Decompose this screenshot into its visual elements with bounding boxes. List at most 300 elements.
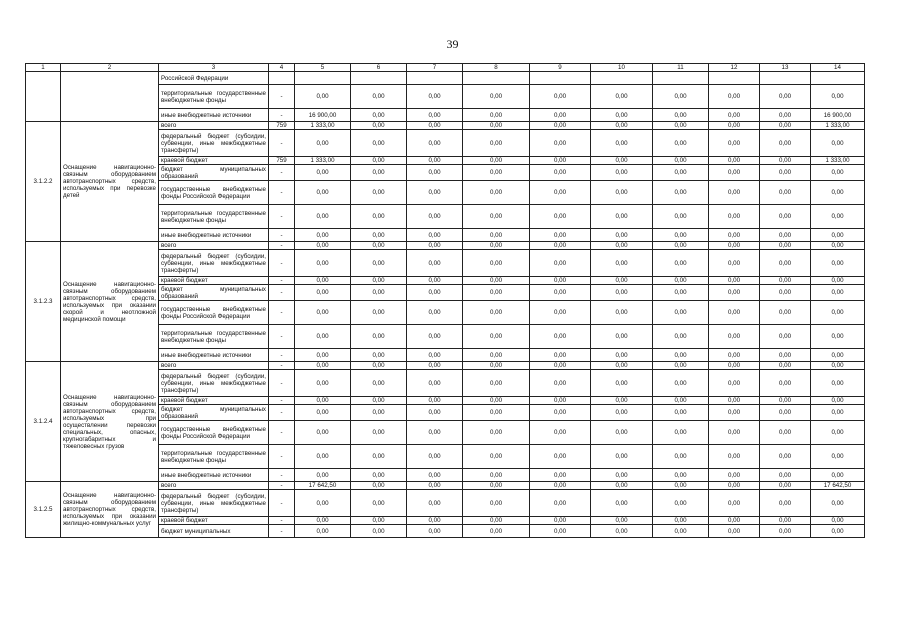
amount-cell: 0,00 [760, 525, 811, 538]
amount-cell: 0,00 [760, 165, 811, 181]
amount-cell: 0,00 [463, 130, 530, 157]
amount-cell: 0,00 [709, 85, 760, 109]
amount-cell: 0,00 [653, 517, 709, 525]
budget-code: - [269, 490, 295, 517]
amount-cell [295, 72, 351, 85]
amount-cell: 0,00 [530, 130, 591, 157]
budget-code: - [269, 349, 295, 362]
budget-code: - [269, 445, 295, 469]
amount-cell: 0,00 [530, 229, 591, 242]
amount-cell: 0,00 [530, 285, 591, 301]
amount-cell: 0,00 [295, 85, 351, 109]
amount-cell: 0,00 [463, 445, 530, 469]
funding-source: иные внебюджетные источники [159, 109, 269, 122]
amount-cell: 0,00 [653, 362, 709, 370]
amount-cell: 0,00 [760, 109, 811, 122]
funding-source: федеральный бюджет (субсидии, субвенции, иные межбюджетные трансферты) [159, 370, 269, 397]
amount-cell: 0,00 [407, 405, 463, 421]
amount-cell: 0,00 [463, 165, 530, 181]
amount-cell: 0,00 [351, 397, 407, 405]
budget-code: - [269, 362, 295, 370]
amount-cell: 0,00 [295, 285, 351, 301]
budget-code: - [269, 165, 295, 181]
amount-cell: 0,00 [351, 445, 407, 469]
amount-cell: 0,00 [463, 122, 530, 130]
amount-cell: 0,00 [760, 122, 811, 130]
funding-source: бюджет муниципальных образований [159, 165, 269, 181]
amount-cell: 0,00 [295, 362, 351, 370]
amount-cell: 0,00 [811, 229, 865, 242]
amount-cell: 0,00 [811, 250, 865, 277]
amount-cell: 0,00 [295, 490, 351, 517]
funding-source: территориальные государственные внебюджетные фонды [159, 325, 269, 349]
amount-cell: 0,00 [709, 277, 760, 285]
amount-cell: 0,00 [295, 405, 351, 421]
column-header: 11 [653, 64, 709, 72]
funding-source: территориальные государственные внебюджетные фонды [159, 205, 269, 229]
amount-cell: 0,00 [530, 397, 591, 405]
table-row [26, 362, 865, 370]
amount-cell: 0,00 [463, 109, 530, 122]
amount-cell: 17 642,50 [295, 482, 351, 490]
amount-cell: 0,00 [530, 362, 591, 370]
amount-cell: 0,00 [811, 165, 865, 181]
amount-cell: 0,00 [653, 490, 709, 517]
measure-name: Оснащение навигационно-связным оборудованием автотранспортных средств, используемых при осуществлении перевозки специальных, опасных, крупногабаритных и тяжеловесных грузов [61, 362, 159, 482]
amount-cell: 0,00 [463, 397, 530, 405]
funding-source: федеральный бюджет (субсидии, субвенции, иные межбюджетные трансферты) [159, 490, 269, 517]
amount-cell: 0,00 [653, 277, 709, 285]
amount-cell: 0,00 [811, 285, 865, 301]
amount-cell: 1 333,00 [295, 157, 351, 165]
budget-code: - [269, 205, 295, 229]
amount-cell: 0,00 [295, 517, 351, 525]
amount-cell: 0,00 [653, 165, 709, 181]
amount-cell [530, 72, 591, 85]
amount-cell: 0,00 [760, 517, 811, 525]
amount-cell: 0,00 [407, 85, 463, 109]
amount-cell: 0,00 [760, 301, 811, 325]
amount-cell: 0,00 [351, 165, 407, 181]
amount-cell: 0,00 [760, 490, 811, 517]
column-header: 13 [760, 64, 811, 72]
amount-cell: 0,00 [295, 469, 351, 482]
amount-cell: 0,00 [295, 397, 351, 405]
funding-source: иные внебюджетные источники [159, 469, 269, 482]
amount-cell: 0,00 [591, 349, 653, 362]
amount-cell: 0,00 [295, 277, 351, 285]
amount-cell: 0,00 [351, 490, 407, 517]
amount-cell: 0,00 [351, 525, 407, 538]
amount-cell: 0,00 [407, 370, 463, 397]
amount-cell: 0,00 [295, 250, 351, 277]
amount-cell: 0,00 [760, 482, 811, 490]
funding-source: федеральный бюджет (субсидии, субвенции, иные межбюджетные трансферты) [159, 250, 269, 277]
amount-cell: 0,00 [295, 349, 351, 362]
amount-cell: 0,00 [811, 370, 865, 397]
amount-cell: 0,00 [407, 469, 463, 482]
amount-cell: 0,00 [709, 397, 760, 405]
amount-cell: 0,00 [351, 242, 407, 250]
amount-cell: 0,00 [407, 421, 463, 445]
amount-cell: 0,00 [811, 181, 865, 205]
amount-cell: 17 642,50 [811, 482, 865, 490]
amount-cell: 0,00 [407, 397, 463, 405]
amount-cell: 0,00 [530, 517, 591, 525]
amount-cell: 0,00 [709, 301, 760, 325]
amount-cell: 0,00 [463, 405, 530, 421]
amount-cell: 0,00 [760, 242, 811, 250]
amount-cell: 0,00 [530, 349, 591, 362]
amount-cell: 0,00 [591, 229, 653, 242]
amount-cell: 0,00 [530, 405, 591, 421]
amount-cell: 0,00 [530, 165, 591, 181]
amount-cell: 0,00 [811, 397, 865, 405]
budget-code: - [269, 469, 295, 482]
amount-cell [811, 72, 865, 85]
amount-cell: 0,00 [463, 349, 530, 362]
amount-cell: 16 900,00 [295, 109, 351, 122]
column-header: 5 [295, 64, 351, 72]
amount-cell: 16 900,00 [811, 109, 865, 122]
amount-cell: 0,00 [351, 277, 407, 285]
amount-cell: 0,00 [760, 181, 811, 205]
amount-cell: 0,00 [709, 109, 760, 122]
amount-cell: 0,00 [760, 130, 811, 157]
budget-code: - [269, 130, 295, 157]
amount-cell: 0,00 [463, 181, 530, 205]
column-header: 6 [351, 64, 407, 72]
amount-cell: 0,00 [407, 525, 463, 538]
amount-cell: 0,00 [407, 130, 463, 157]
amount-cell: 0,00 [295, 242, 351, 250]
amount-cell: 0,00 [351, 285, 407, 301]
amount-cell: 1 333,00 [811, 157, 865, 165]
amount-cell: 0,00 [407, 109, 463, 122]
amount-cell: 0,00 [591, 277, 653, 285]
amount-cell: 0,00 [709, 370, 760, 397]
amount-cell [653, 72, 709, 85]
amount-cell: 0,00 [295, 421, 351, 445]
budget-code [269, 72, 295, 85]
amount-cell: 0,00 [351, 250, 407, 277]
amount-cell: 0,00 [709, 490, 760, 517]
amount-cell: 0,00 [530, 85, 591, 109]
funding-source: бюджет муниципальных образований [159, 405, 269, 421]
column-number-row [26, 64, 865, 72]
amount-cell: 0,00 [709, 157, 760, 165]
amount-cell: 0,00 [295, 205, 351, 229]
amount-cell: 0,00 [811, 325, 865, 349]
amount-cell: 0,00 [463, 157, 530, 165]
budget-code: - [269, 277, 295, 285]
amount-cell: 0,00 [591, 421, 653, 445]
funding-source: иные внебюджетные источники [159, 349, 269, 362]
amount-cell: 0,00 [351, 85, 407, 109]
amount-cell: 0,00 [530, 482, 591, 490]
amount-cell: 0,00 [530, 109, 591, 122]
measure-number: 3.1.2.2 [26, 122, 61, 242]
budget-code: - [269, 285, 295, 301]
amount-cell: 0,00 [760, 157, 811, 165]
amount-cell: 0,00 [709, 482, 760, 490]
amount-cell: 0,00 [653, 242, 709, 250]
amount-cell: 0,00 [407, 482, 463, 490]
amount-cell: 0,00 [351, 229, 407, 242]
table-row [26, 122, 865, 130]
amount-cell: 0,00 [407, 277, 463, 285]
amount-cell: 0,00 [407, 181, 463, 205]
column-header: 14 [811, 64, 865, 72]
amount-cell [463, 72, 530, 85]
budget-code: - [269, 109, 295, 122]
amount-cell: 0,00 [463, 482, 530, 490]
amount-cell: 0,00 [407, 157, 463, 165]
amount-cell: 0,00 [653, 122, 709, 130]
funding-source: всего [159, 482, 269, 490]
amount-cell: 0,00 [407, 517, 463, 525]
budget-code: - [269, 250, 295, 277]
amount-cell: 0,00 [709, 130, 760, 157]
amount-cell: 0,00 [530, 250, 591, 277]
amount-cell: 0,00 [591, 250, 653, 277]
amount-cell: 0,00 [591, 445, 653, 469]
column-header: 3 [159, 64, 269, 72]
amount-cell: 0,00 [463, 285, 530, 301]
amount-cell: 0,00 [709, 525, 760, 538]
amount-cell: 0,00 [351, 405, 407, 421]
budget-code: - [269, 229, 295, 242]
measure-name: Оснащение навигационно-связным оборудованием автотранспортных средств, используемых при оказании скорой и неотложной медицинской помощи [61, 242, 159, 362]
amount-cell: 0,00 [591, 109, 653, 122]
funding-source: краевой бюджет [159, 157, 269, 165]
amount-cell: 0,00 [811, 490, 865, 517]
amount-cell: 0,00 [351, 469, 407, 482]
amount-cell [591, 72, 653, 85]
amount-cell: 0,00 [295, 165, 351, 181]
amount-cell: 0,00 [295, 370, 351, 397]
amount-cell: 0,00 [591, 525, 653, 538]
amount-cell: 0,00 [591, 165, 653, 181]
amount-cell: 0,00 [351, 421, 407, 445]
funding-source: бюджет муниципальных образований [159, 285, 269, 301]
budget-code: - [269, 85, 295, 109]
amount-cell: 0,00 [351, 517, 407, 525]
measure-number: 3.1.2.5 [26, 482, 61, 538]
amount-cell: 0,00 [295, 525, 351, 538]
amount-cell: 0,00 [653, 405, 709, 421]
funding-source: всего [159, 362, 269, 370]
funding-source: всего [159, 122, 269, 130]
amount-cell: 0,00 [463, 469, 530, 482]
amount-cell: 0,00 [407, 445, 463, 469]
amount-cell: 0,00 [530, 277, 591, 285]
amount-cell [760, 72, 811, 85]
amount-cell: 0,00 [407, 122, 463, 130]
amount-cell: 0,00 [653, 370, 709, 397]
measure-name: Оснащение навигационно-связным оборудованием автотранспортных средств, используемых при перевозке детей [61, 122, 159, 242]
amount-cell [709, 72, 760, 85]
amount-cell: 0,00 [709, 362, 760, 370]
amount-cell: 0,00 [591, 85, 653, 109]
funding-source: краевой бюджет [159, 277, 269, 285]
amount-cell: 0,00 [407, 362, 463, 370]
budget-code: - [269, 370, 295, 397]
amount-cell: 0,00 [463, 525, 530, 538]
amount-cell: 0,00 [760, 229, 811, 242]
amount-cell: 0,00 [351, 157, 407, 165]
amount-cell: 0,00 [351, 370, 407, 397]
amount-cell: 0,00 [591, 490, 653, 517]
funding-source: краевой бюджет [159, 397, 269, 405]
amount-cell: 0,00 [811, 525, 865, 538]
budget-code: - [269, 301, 295, 325]
amount-cell: 0,00 [591, 181, 653, 205]
amount-cell: 0,00 [407, 250, 463, 277]
funding-source: краевой бюджет [159, 517, 269, 525]
amount-cell: 0,00 [760, 405, 811, 421]
amount-cell: 0,00 [653, 181, 709, 205]
amount-cell: 0,00 [653, 325, 709, 349]
amount-cell: 0,00 [463, 517, 530, 525]
column-header: 1 [26, 64, 61, 72]
amount-cell: 0,00 [653, 397, 709, 405]
amount-cell: 0,00 [351, 325, 407, 349]
amount-cell: 1 333,00 [811, 122, 865, 130]
amount-cell: 0,00 [760, 397, 811, 405]
amount-cell: 0,00 [463, 277, 530, 285]
budget-table [25, 63, 865, 538]
amount-cell: 0,00 [760, 370, 811, 397]
amount-cell: 0,00 [463, 325, 530, 349]
amount-cell: 0,00 [591, 242, 653, 250]
amount-cell: 0,00 [709, 285, 760, 301]
amount-cell: 0,00 [811, 301, 865, 325]
amount-cell: 0,00 [591, 325, 653, 349]
amount-cell: 0,00 [295, 130, 351, 157]
amount-cell: 0,00 [760, 469, 811, 482]
amount-cell: 0,00 [351, 205, 407, 229]
amount-cell: 0,00 [760, 250, 811, 277]
budget-code: 759 [269, 122, 295, 130]
amount-cell: 0,00 [709, 181, 760, 205]
amount-cell: 0,00 [591, 469, 653, 482]
amount-cell: 0,00 [709, 517, 760, 525]
amount-cell: 0,00 [530, 469, 591, 482]
amount-cell: 0,00 [653, 109, 709, 122]
amount-cell: 0,00 [811, 421, 865, 445]
amount-cell: 0,00 [407, 325, 463, 349]
funding-source: Российской Федерации [159, 72, 269, 85]
amount-cell: 0,00 [653, 250, 709, 277]
empty-cell [26, 72, 61, 122]
amount-cell: 0,00 [709, 469, 760, 482]
budget-code: - [269, 421, 295, 445]
amount-cell: 0,00 [530, 157, 591, 165]
measure-number: 3.1.2.4 [26, 362, 61, 482]
amount-cell: 0,00 [653, 229, 709, 242]
amount-cell: 0,00 [591, 405, 653, 421]
amount-cell: 0,00 [709, 349, 760, 362]
amount-cell: 0,00 [530, 370, 591, 397]
amount-cell: 0,00 [591, 397, 653, 405]
amount-cell: 0,00 [653, 130, 709, 157]
amount-cell: 1 333,00 [295, 122, 351, 130]
amount-cell: 0,00 [653, 482, 709, 490]
amount-cell: 0,00 [530, 325, 591, 349]
amount-cell: 0,00 [591, 157, 653, 165]
funding-source: государственные внебюджетные фонды Российской Федерации [159, 421, 269, 445]
amount-cell: 0,00 [760, 325, 811, 349]
amount-cell: 0,00 [407, 490, 463, 517]
amount-cell: 0,00 [653, 421, 709, 445]
amount-cell: 0,00 [653, 157, 709, 165]
amount-cell: 0,00 [351, 301, 407, 325]
amount-cell: 0,00 [709, 205, 760, 229]
budget-code: - [269, 397, 295, 405]
measure-name: Оснащение навигационно-связным оборудованием автотранспортных средств, используемых при оказании жилищно-коммунальных услуг [61, 482, 159, 538]
amount-cell: 0,00 [407, 242, 463, 250]
funding-source: территориальные государственные внебюджетные фонды [159, 85, 269, 109]
amount-cell: 0,00 [811, 130, 865, 157]
amount-cell: 0,00 [591, 130, 653, 157]
amount-cell: 0,00 [295, 325, 351, 349]
amount-cell: 0,00 [709, 229, 760, 242]
amount-cell: 0,00 [295, 181, 351, 205]
amount-cell: 0,00 [351, 362, 407, 370]
amount-cell: 0,00 [653, 205, 709, 229]
amount-cell: 0,00 [811, 445, 865, 469]
amount-cell: 0,00 [709, 122, 760, 130]
amount-cell: 0,00 [760, 85, 811, 109]
column-header: 9 [530, 64, 591, 72]
amount-cell: 0,00 [463, 205, 530, 229]
budget-code: - [269, 242, 295, 250]
amount-cell: 0,00 [530, 242, 591, 250]
budget-code: - [269, 482, 295, 490]
amount-cell: 0,00 [709, 445, 760, 469]
amount-cell: 0,00 [407, 229, 463, 242]
funding-source: государственные внебюджетные фонды Российской Федерации [159, 301, 269, 325]
amount-cell: 0,00 [653, 85, 709, 109]
amount-cell: 0,00 [591, 370, 653, 397]
amount-cell: 0,00 [811, 85, 865, 109]
amount-cell: 0,00 [653, 525, 709, 538]
budget-code: - [269, 405, 295, 421]
table-row [26, 242, 865, 250]
amount-cell [407, 72, 463, 85]
amount-cell: 0,00 [653, 349, 709, 362]
amount-cell: 0,00 [811, 405, 865, 421]
amount-cell: 0,00 [295, 301, 351, 325]
amount-cell: 0,00 [760, 205, 811, 229]
budget-code: - [269, 181, 295, 205]
amount-cell: 0,00 [653, 469, 709, 482]
amount-cell: 0,00 [591, 285, 653, 301]
amount-cell: 0,00 [463, 85, 530, 109]
amount-cell: 0,00 [530, 205, 591, 229]
amount-cell: 0,00 [811, 205, 865, 229]
amount-cell: 0,00 [811, 362, 865, 370]
amount-cell: 0,00 [530, 445, 591, 469]
amount-cell: 0,00 [811, 469, 865, 482]
column-header: 8 [463, 64, 530, 72]
amount-cell: 0,00 [591, 362, 653, 370]
amount-cell: 0,00 [811, 349, 865, 362]
amount-cell: 0,00 [760, 277, 811, 285]
amount-cell: 0,00 [709, 250, 760, 277]
table-row [26, 72, 865, 85]
